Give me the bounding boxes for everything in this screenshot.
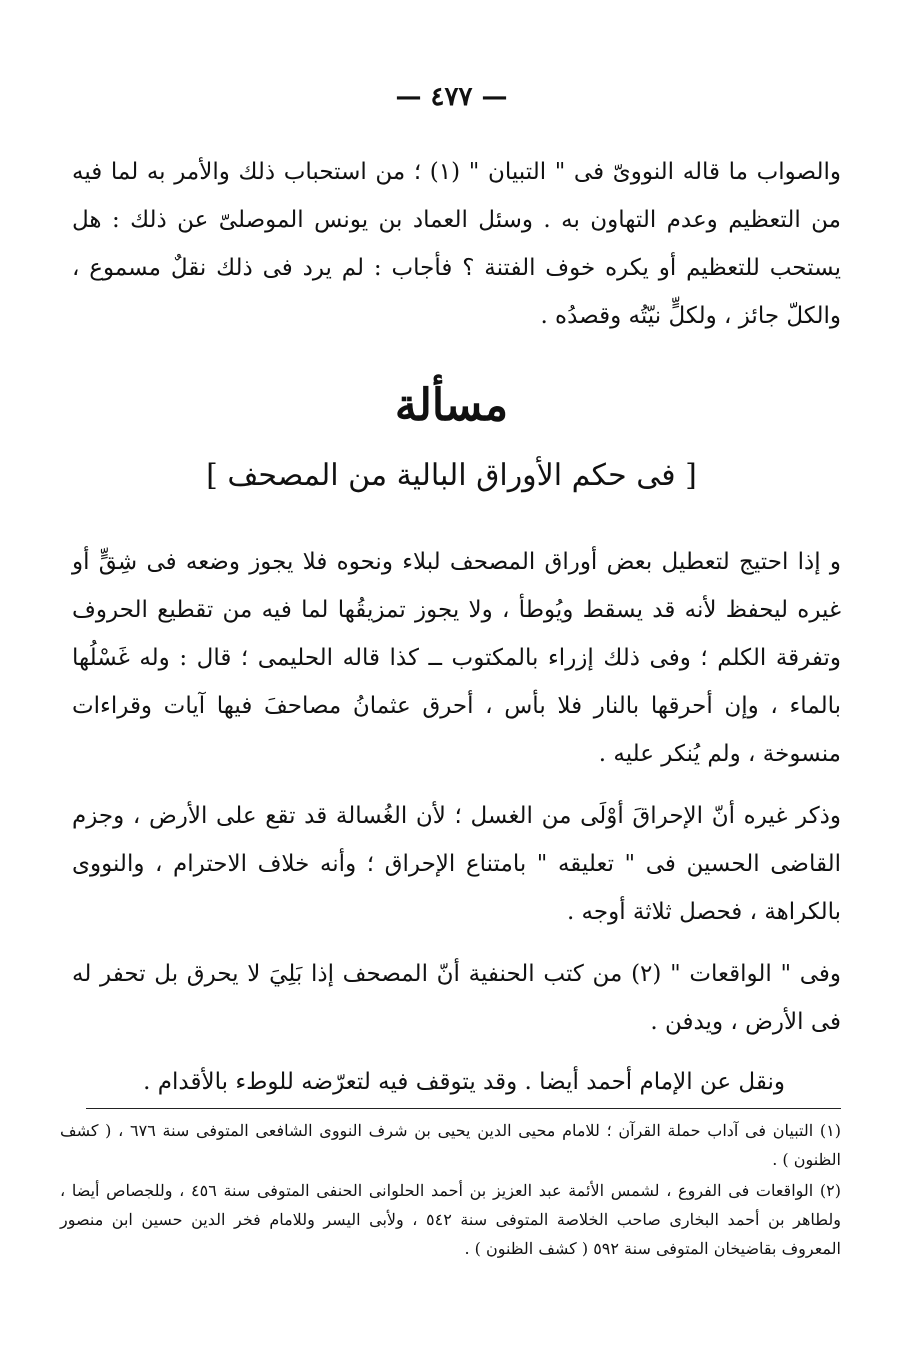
section-subtitle: [ فى حكم الأوراق البالية من المصحف ]	[206, 458, 697, 493]
section-title: مسألة	[394, 380, 509, 431]
page-number: — ٤٧٧ —	[395, 82, 508, 112]
footnote-divider	[86, 1108, 841, 1109]
footnote-2: (٢) الواقعات فى الفروع ، لشمس الأئمة عبد العزيز بن أحمد الحلوانى الحنفى المتوفى سنة ٤٥٦ ، وللجصاص أيضا ، ولطاهر بن أحمد البخارى صاحب الخلاصة المتوفى سنة ٥٤٢ ، ولأبى اليسر وللامام فخر الدين حسين ابن منصور المعروف بقاضيخان المتوفى سنة ٥٩٢ ( كشف الظنون ) .	[60, 1181, 842, 1258]
body-paragraph-2: وذكر غيره أنّ الإحراقَ أوْلَى من الغسل ؛ لأن الغُسالة قد تقع على الأرض ، وجزم القاضى الحسين فى " تعليقه " بامتناع الإحراق ؛ وأنه خلاف الاحترام ، والنووى بالكراهة ، فحصل ثلاثة أوجه .	[72, 803, 841, 925]
intro-paragraph: والصواب ما قاله النووىّ فى " التبيان " (١) ؛ من استحباب ذلك والأمر به لما فيه من التعظيم وعدم التهاون به . وسئل العماد بن يونس الموصلىّ عن ذلك : هل يستحب للتعظيم أو يكره خوف الفتنة ؟ فأجاب : لم يرد فى ذلك نقلٌ مسموع ، والكلّ جائز ، ولكلٍّ نيّتُه وقصدُه .	[72, 159, 841, 329]
footnote-1: (١) التبيان فى آداب حملة القرآن ؛ للامام محيى الدين يحيى بن شرف النووى الشافعى المتوفى سنة ٦٧٦ ، ( كشف الظنون ) .	[60, 1121, 841, 1169]
body-paragraph-1: و إذا احتيج لتعطيل بعض أوراق المصحف لبلاء ونحوه فلا يجوز وضعه فى شِقٍّ أو غيره ليحفظ لأنه قد يسقط ويُوطأ ، ولا يجوز تمزيقُها لما فيه من تقطيع الحروف وتفرقة الكلم ؛ وفى ذلك إزراء بالمكتوب ــ كذا قاله الحليمى ؛ قال : وله غَسْلُها بالماء ، وإن أحرقها بالنار فلا بأس ، أحرق عثمانُ مصاحفَ فيها آيات وقراءات منسوخة ، ولم يُنكر عليه .	[72, 549, 841, 767]
body-paragraph-3: وفى " الواقعات " (٢) من كتب الحنفية أنّ المصحف إذا بَلِيَ لا يحرق بل تحفر له فى الأرض ، ويدفن .	[72, 961, 841, 1035]
body-paragraph-4: ونقل عن الإمام أحمد أيضا . وقد يتوقف فيه لتعرّضه للوطء بالأقدام .	[143, 1069, 785, 1095]
footnotes	[60, 1116, 841, 1265]
